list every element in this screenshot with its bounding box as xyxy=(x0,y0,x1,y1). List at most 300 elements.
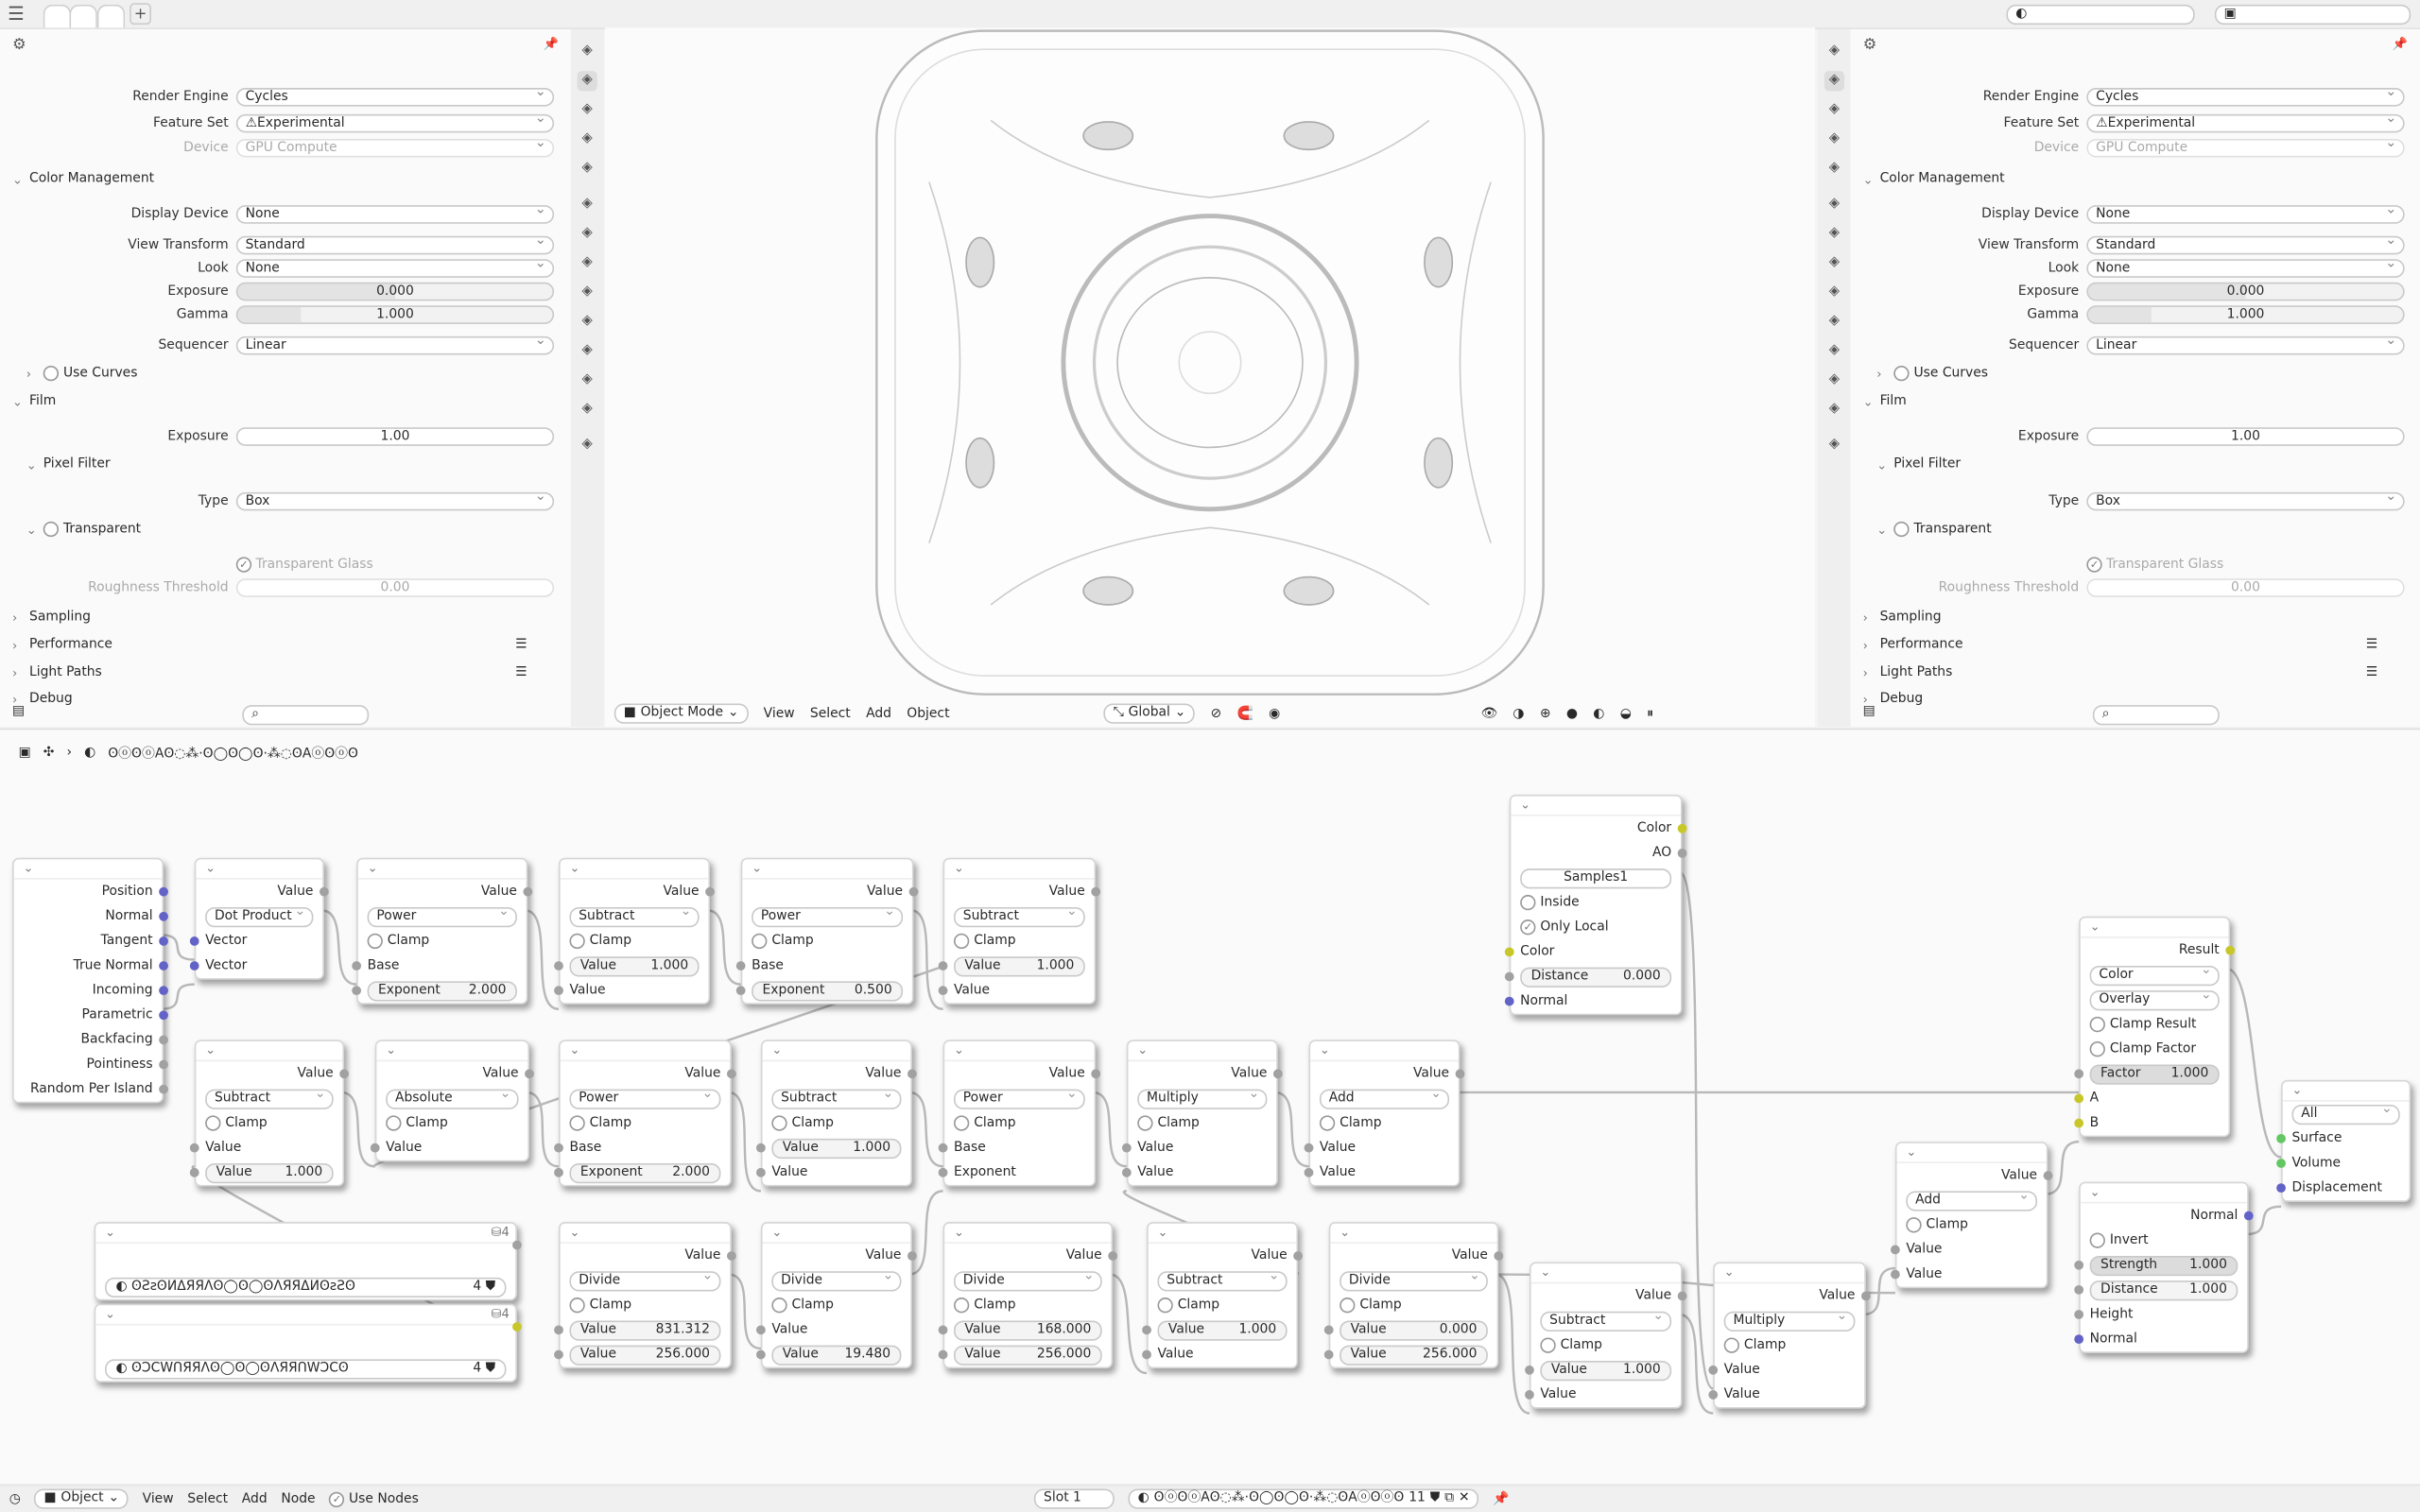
workspace-tab[interactable] xyxy=(43,5,71,27)
tab-material-icon[interactable]: ◈ xyxy=(1828,401,1841,417)
duplicate-icon[interactable]: ⧉ xyxy=(1444,1490,1455,1506)
section-transparent[interactable] xyxy=(1876,522,1991,537)
node[interactable] xyxy=(1895,1142,2048,1288)
input-socket[interactable] xyxy=(2276,1159,2286,1168)
tab-physics-icon[interactable]: ◈ xyxy=(581,313,593,329)
node-header[interactable] xyxy=(1715,1263,1864,1283)
properties-type-icon[interactable]: ⚙ xyxy=(12,37,26,55)
node-header[interactable] xyxy=(2081,918,2229,937)
exposure-field[interactable] xyxy=(236,426,554,445)
node-header[interactable] xyxy=(1531,1263,1681,1283)
only-local-checkbox[interactable] xyxy=(1520,919,1608,935)
output-socket[interactable] xyxy=(1091,887,1100,897)
menu-node[interactable]: Node xyxy=(281,1490,316,1507)
unlink-icon[interactable]: ✕ xyxy=(1458,1490,1470,1506)
look-dropdown[interactable] xyxy=(2086,258,2404,277)
type-dropdown[interactable] xyxy=(236,491,554,510)
output-socket[interactable] xyxy=(159,1060,168,1070)
subtract-dropdown[interactable]: Subtract ⌄ xyxy=(205,1089,334,1108)
shading-wireframe-icon[interactable]: ⊕ xyxy=(1539,705,1551,722)
chevron-down-icon[interactable]: ⌄ xyxy=(569,861,580,875)
input-socket[interactable] xyxy=(2074,1119,2083,1128)
section-sampling[interactable] xyxy=(1863,610,1942,625)
add-workspace-button[interactable]: + xyxy=(130,3,151,25)
distance-field[interactable] xyxy=(2090,1280,2238,1299)
section-performance[interactable] xyxy=(1863,637,1963,652)
invert-checkbox[interactable] xyxy=(2090,1232,2149,1247)
node-header[interactable] xyxy=(561,859,709,879)
output-socket[interactable] xyxy=(2244,1211,2254,1221)
section-use-curves[interactable] xyxy=(26,366,138,381)
tab-particles-icon[interactable]: ◈ xyxy=(581,284,593,300)
tab-tool-icon[interactable]: ◈ xyxy=(581,43,593,60)
shading-rendered-icon[interactable]: ◒ xyxy=(1619,705,1632,722)
input-socket[interactable] xyxy=(554,986,563,995)
pin-icon[interactable]: 📌 xyxy=(543,37,560,51)
chevron-down-icon[interactable]: ⌄ xyxy=(569,1225,580,1240)
tab-scene-icon[interactable]: ◈ xyxy=(1828,160,1841,177)
node[interactable] xyxy=(1530,1263,1683,1409)
chevron-down-icon[interactable]: ⌄ xyxy=(205,1042,216,1057)
chevron-down-icon[interactable]: ⌄ xyxy=(1137,1042,1149,1057)
power-dropdown[interactable]: Power ⌄ xyxy=(954,1089,1085,1108)
node[interactable] xyxy=(1510,795,1683,1015)
output-socket[interactable] xyxy=(159,1085,168,1094)
node-header[interactable] xyxy=(944,1041,1094,1061)
input-socket[interactable] xyxy=(190,1143,199,1153)
list-icon[interactable]: ☰ xyxy=(2365,664,2378,680)
chevron-down-icon[interactable]: ⌄ xyxy=(105,1225,115,1240)
input-socket[interactable] xyxy=(939,986,948,995)
input-socket[interactable] xyxy=(1505,997,1514,1006)
gamma-field[interactable] xyxy=(2086,304,2404,323)
tab-output-icon[interactable]: ◈ xyxy=(581,101,593,118)
value-field[interactable] xyxy=(569,955,699,975)
input-socket[interactable] xyxy=(2074,1334,2083,1344)
subtract-dropdown[interactable]: Subtract ⌄ xyxy=(569,906,699,926)
input-socket[interactable] xyxy=(190,961,199,971)
clamp-checkbox[interactable] xyxy=(1724,1338,1787,1353)
exponent-field[interactable] xyxy=(368,981,517,1001)
fake-user-shield-icon[interactable]: ⛊ xyxy=(1429,1490,1441,1506)
tab-modifier-icon[interactable]: ◈ xyxy=(581,254,593,270)
input-socket[interactable] xyxy=(939,1168,948,1177)
node-header[interactable] xyxy=(2081,1183,2247,1203)
chevron-down-icon[interactable]: ⌄ xyxy=(23,861,34,875)
render-engine-dropdown[interactable] xyxy=(2086,87,2404,106)
input-socket[interactable] xyxy=(756,1168,766,1177)
factor-field[interactable] xyxy=(2090,1064,2220,1084)
node-header[interactable] xyxy=(2283,1081,2410,1101)
node-header[interactable] xyxy=(1310,1041,1459,1061)
node-header[interactable] xyxy=(376,1041,527,1061)
node[interactable] xyxy=(375,1040,529,1161)
value-field[interactable] xyxy=(1340,1320,1488,1340)
sequencer-dropdown[interactable] xyxy=(2086,335,2404,354)
clamp-checkbox[interactable] xyxy=(752,934,814,949)
list-icon[interactable]: ☰ xyxy=(2365,637,2378,653)
node-header[interactable] xyxy=(1330,1224,1496,1244)
samples-field[interactable] xyxy=(1520,868,1671,887)
all-dropdown[interactable]: All ⌄ xyxy=(2291,1104,2399,1124)
node[interactable] xyxy=(2079,917,2230,1137)
display-device-dropdown[interactable] xyxy=(236,204,554,223)
output-socket[interactable] xyxy=(512,1322,522,1332)
pause-icon[interactable]: ⏸ xyxy=(1647,705,1654,722)
shield-icon[interactable]: ⛊ xyxy=(485,1278,496,1294)
shield-icon[interactable]: ⛊ xyxy=(485,1360,496,1376)
input-socket[interactable] xyxy=(352,986,361,995)
value-field[interactable] xyxy=(771,1138,901,1158)
editor-type-icon[interactable]: ▤ xyxy=(12,703,26,719)
input-socket[interactable] xyxy=(756,1325,766,1334)
output-socket[interactable] xyxy=(159,1036,168,1045)
node[interactable] xyxy=(761,1222,912,1368)
view-layer-selector[interactable]: ▣ xyxy=(2215,5,2411,25)
node-header[interactable] xyxy=(358,859,527,879)
node[interactable] xyxy=(356,858,527,1005)
node[interactable] xyxy=(1127,1040,1278,1186)
pin-icon[interactable]: 📌 xyxy=(2392,37,2408,51)
input-socket[interactable] xyxy=(1122,1143,1132,1153)
editor-type-icon[interactable]: ◷ xyxy=(9,1490,21,1507)
multiply-dropdown[interactable]: Multiply ⌄ xyxy=(1137,1089,1267,1108)
node[interactable] xyxy=(1713,1263,1866,1409)
chevron-down-icon[interactable]: ⌄ xyxy=(1906,1144,1917,1160)
shading-material-icon[interactable]: ◐ xyxy=(1593,705,1605,722)
use-curves-checkbox[interactable] xyxy=(43,366,59,381)
chevron-down-icon[interactable]: ⌄ xyxy=(1520,798,1531,812)
input-socket[interactable] xyxy=(756,1350,766,1360)
node[interactable] xyxy=(943,1040,1097,1186)
value-field[interactable] xyxy=(1157,1320,1287,1340)
node-header[interactable] xyxy=(14,859,163,879)
node[interactable] xyxy=(2281,1080,2411,1202)
value-field[interactable] xyxy=(569,1320,720,1340)
node[interactable] xyxy=(1147,1222,1298,1368)
input-socket[interactable] xyxy=(2074,1285,2083,1295)
output-socket[interactable] xyxy=(1678,849,1687,858)
workspace-tab[interactable] xyxy=(97,5,125,27)
input-socket[interactable] xyxy=(1142,1325,1151,1334)
clamp-checkbox[interactable] xyxy=(1540,1338,1602,1353)
clamp-checkbox[interactable] xyxy=(368,934,430,949)
section-performance[interactable] xyxy=(12,637,112,652)
view-transform-dropdown[interactable] xyxy=(236,235,554,254)
list-icon[interactable]: ☰ xyxy=(515,664,527,680)
tab-constraints-icon[interactable]: ◈ xyxy=(581,342,593,358)
input-socket[interactable] xyxy=(939,1143,948,1153)
tab-view-layer-icon[interactable]: ◈ xyxy=(581,130,593,147)
search-input[interactable] xyxy=(2093,705,2220,725)
value-field[interactable] xyxy=(954,955,1085,975)
chevron-down-icon[interactable]: ⌄ xyxy=(569,1042,580,1057)
output-socket[interactable] xyxy=(1108,1251,1117,1261)
output-socket[interactable] xyxy=(512,1241,522,1250)
input-socket[interactable] xyxy=(554,961,563,971)
strength-field[interactable] xyxy=(2090,1255,2238,1275)
output-socket[interactable] xyxy=(523,887,532,897)
material-selector[interactable] xyxy=(1129,1489,1479,1509)
menu-view[interactable]: View xyxy=(142,1490,174,1507)
input-socket[interactable] xyxy=(352,961,361,971)
divide-dropdown[interactable]: Divide ⌄ xyxy=(1340,1270,1488,1290)
clamp-checkbox[interactable] xyxy=(1320,1115,1382,1130)
image-selector[interactable] xyxy=(95,1356,515,1381)
menu-object[interactable]: Object xyxy=(907,705,950,722)
output-socket[interactable] xyxy=(2044,1171,2053,1180)
node[interactable] xyxy=(195,858,324,980)
chevron-down-icon[interactable]: ⌄ xyxy=(771,1225,783,1240)
add-dropdown[interactable]: Add ⌄ xyxy=(1906,1191,2037,1211)
node[interactable] xyxy=(12,858,164,1104)
input-socket[interactable] xyxy=(1324,1325,1334,1334)
menu-add[interactable]: Add xyxy=(866,705,891,722)
menu-add[interactable]: Add xyxy=(241,1490,268,1507)
node[interactable] xyxy=(1329,1222,1499,1368)
power-dropdown[interactable]: Power ⌄ xyxy=(752,906,903,926)
input-socket[interactable] xyxy=(939,1325,948,1334)
input-socket[interactable] xyxy=(939,1350,948,1360)
clamp-result-checkbox[interactable] xyxy=(2090,1017,2197,1032)
clamp-checkbox[interactable] xyxy=(954,1297,1016,1313)
proportional-icon[interactable]: ◉ xyxy=(1269,705,1281,722)
input-socket[interactable] xyxy=(2074,1261,2083,1270)
output-socket[interactable] xyxy=(1091,1069,1100,1078)
value-field[interactable] xyxy=(954,1345,1102,1365)
chevron-down-icon[interactable]: ⌄ xyxy=(771,1042,783,1057)
chevron-down-icon[interactable]: ⌄ xyxy=(953,1225,964,1240)
section-film[interactable] xyxy=(12,393,56,408)
snap-icon[interactable]: 🧲 xyxy=(1236,705,1253,722)
node[interactable] xyxy=(741,858,914,1005)
section-transparent[interactable] xyxy=(26,522,141,537)
workspace-tab[interactable] xyxy=(69,5,96,27)
distance-field[interactable] xyxy=(1520,967,1671,987)
chevron-down-icon[interactable]: ⌄ xyxy=(1319,1042,1330,1057)
input-socket[interactable] xyxy=(1891,1270,1900,1280)
subtract-dropdown[interactable]: Subtract ⌄ xyxy=(771,1089,901,1108)
tab-scene-icon[interactable]: ◈ xyxy=(581,160,593,177)
section-pixel-filter[interactable] xyxy=(1876,456,1961,472)
image-datablock[interactable] xyxy=(105,1359,506,1379)
node-header[interactable] xyxy=(561,1224,731,1244)
output-socket[interactable] xyxy=(1456,1069,1465,1078)
shading-solid-icon[interactable]: ● xyxy=(1565,705,1578,722)
clamp-checkbox[interactable] xyxy=(569,1297,631,1313)
input-socket[interactable] xyxy=(1708,1366,1718,1375)
power-dropdown[interactable]: Power ⌄ xyxy=(368,906,517,926)
pin-icon[interactable]: ✣ xyxy=(43,745,55,761)
feature-set-dropdown[interactable] xyxy=(2086,113,2404,132)
output-socket[interactable] xyxy=(159,912,168,921)
scene-selector[interactable]: ◐ xyxy=(2006,5,2194,25)
menu-select[interactable]: Select xyxy=(809,705,851,722)
node[interactable] xyxy=(95,1222,517,1300)
input-socket[interactable] xyxy=(554,1325,563,1334)
input-socket[interactable] xyxy=(1324,1350,1334,1360)
subtract-dropdown[interactable]: Subtract ⌄ xyxy=(1540,1311,1671,1331)
section-color-management[interactable] xyxy=(12,171,154,186)
exponent-field[interactable] xyxy=(569,1162,720,1182)
input-socket[interactable] xyxy=(2074,1069,2083,1078)
chevron-down-icon[interactable]: ⌄ xyxy=(2089,919,2100,934)
node[interactable] xyxy=(559,1222,732,1368)
value-field[interactable] xyxy=(1540,1360,1671,1380)
section-use-curves[interactable] xyxy=(1876,366,1988,381)
display-device-dropdown[interactable] xyxy=(2086,204,2404,223)
node-header[interactable] xyxy=(944,1224,1111,1244)
node[interactable] xyxy=(2079,1182,2249,1353)
editor-type-icon[interactable]: ▤ xyxy=(1862,703,1876,719)
use-curves-checkbox[interactable] xyxy=(1893,366,1909,381)
chevron-down-icon[interactable]: ⌄ xyxy=(105,1306,115,1321)
value-field[interactable] xyxy=(569,1345,720,1365)
chevron-down-icon[interactable]: ⌄ xyxy=(386,1042,397,1057)
tab-object-icon[interactable]: ◈ xyxy=(1828,225,1841,241)
node-header[interactable] xyxy=(95,1305,515,1325)
look-dropdown[interactable] xyxy=(236,258,554,277)
output-socket[interactable] xyxy=(159,961,168,971)
mode-dropdown[interactable]: ■ Object Mode ⌄ xyxy=(614,703,749,723)
input-socket[interactable] xyxy=(1891,1246,1900,1255)
node-header[interactable] xyxy=(1128,1041,1276,1061)
list-icon[interactable]: ☰ xyxy=(515,637,527,653)
node-header[interactable] xyxy=(1511,796,1681,816)
tab-data-icon[interactable]: ◈ xyxy=(1828,371,1841,387)
clamp-checkbox[interactable] xyxy=(569,934,631,949)
chevron-down-icon[interactable]: ⌄ xyxy=(953,861,964,875)
chevron-down-icon[interactable]: ⌄ xyxy=(1340,1225,1351,1240)
chevron-down-icon[interactable]: ⌄ xyxy=(953,1042,964,1057)
clamp-checkbox[interactable] xyxy=(205,1115,268,1130)
menu-select[interactable]: Select xyxy=(187,1490,229,1507)
input-socket[interactable] xyxy=(2074,1094,2083,1104)
output-socket[interactable] xyxy=(1494,1251,1503,1261)
output-socket[interactable] xyxy=(727,1251,736,1261)
input-socket[interactable] xyxy=(1505,947,1514,956)
chevron-down-icon[interactable]: ⌄ xyxy=(1157,1225,1168,1240)
value-field[interactable] xyxy=(771,1345,901,1365)
input-socket[interactable] xyxy=(1142,1350,1151,1360)
hamburger-icon[interactable]: ☰ xyxy=(8,3,25,26)
tab-data-icon[interactable]: ◈ xyxy=(581,371,593,387)
tab-render-icon[interactable]: ◈ xyxy=(1824,71,1844,91)
clamp-checkbox[interactable] xyxy=(569,1115,631,1130)
clamp-checkbox[interactable] xyxy=(771,1115,834,1130)
chevron-down-icon[interactable]: ⌄ xyxy=(2089,1184,2100,1199)
divide-dropdown[interactable]: Divide ⌄ xyxy=(771,1270,901,1290)
node-header[interactable] xyxy=(1897,1143,2047,1163)
image-selector[interactable] xyxy=(95,1275,515,1299)
value-field[interactable] xyxy=(954,1320,1102,1340)
dot-product-dropdown[interactable]: Dot Product ⌄ xyxy=(205,906,313,926)
divide-dropdown[interactable]: Divide ⌄ xyxy=(569,1270,720,1290)
input-socket[interactable] xyxy=(756,1143,766,1153)
input-socket[interactable] xyxy=(2276,1183,2286,1193)
output-socket[interactable] xyxy=(159,887,168,897)
transparent-checkbox[interactable] xyxy=(43,522,59,537)
input-socket[interactable] xyxy=(1122,1168,1132,1177)
section-film[interactable] xyxy=(1863,393,1907,408)
chevron-down-icon[interactable]: ⌄ xyxy=(752,861,763,875)
tab-constraints-icon[interactable]: ◈ xyxy=(1828,342,1841,358)
power-dropdown[interactable]: Power ⌄ xyxy=(569,1089,720,1108)
input-socket[interactable] xyxy=(1525,1366,1534,1375)
output-socket[interactable] xyxy=(727,1069,736,1078)
node-header[interactable] xyxy=(561,1041,731,1061)
clamp-checkbox[interactable] xyxy=(1137,1115,1200,1130)
output-socket[interactable] xyxy=(159,1010,168,1020)
search-input[interactable] xyxy=(242,705,369,725)
absolute-dropdown[interactable]: Absolute ⌄ xyxy=(386,1089,518,1108)
input-socket[interactable] xyxy=(190,936,199,946)
clamp-checkbox[interactable] xyxy=(1906,1217,1968,1232)
output-socket[interactable] xyxy=(525,1069,534,1078)
output-socket[interactable] xyxy=(1678,824,1687,833)
transparent-checkbox[interactable] xyxy=(1893,522,1909,537)
section-light-paths[interactable] xyxy=(1863,665,1953,680)
node-header[interactable] xyxy=(742,859,912,879)
clamp-checkbox[interactable] xyxy=(1340,1297,1402,1313)
input-socket[interactable] xyxy=(1525,1390,1534,1400)
output-socket[interactable] xyxy=(2225,946,2235,955)
pivot-icon[interactable]: ⊘ xyxy=(1210,705,1222,722)
type-dropdown[interactable] xyxy=(2086,491,2404,510)
exposure-field[interactable] xyxy=(236,282,554,301)
output-socket[interactable] xyxy=(159,936,168,946)
section-light-paths[interactable] xyxy=(12,665,102,680)
exposure-field[interactable] xyxy=(2086,282,2404,301)
tab-texture-icon[interactable]: ◈ xyxy=(581,437,593,453)
tab-render-icon[interactable]: ◈ xyxy=(578,71,597,91)
input-socket[interactable] xyxy=(554,1350,563,1360)
input-socket[interactable] xyxy=(939,961,948,971)
use-nodes-checkbox[interactable]: ✓ Use Nodes xyxy=(329,1491,419,1506)
node[interactable] xyxy=(195,1040,344,1186)
output-socket[interactable] xyxy=(339,1069,349,1078)
input-socket[interactable] xyxy=(1305,1168,1314,1177)
output-socket[interactable] xyxy=(1293,1251,1303,1261)
properties-type-icon[interactable]: ⚙ xyxy=(1862,37,1877,55)
input-socket[interactable] xyxy=(1708,1390,1718,1400)
node[interactable] xyxy=(1308,1040,1460,1186)
input-socket[interactable] xyxy=(2074,1310,2083,1319)
clamp-factor-checkbox[interactable] xyxy=(2090,1041,2196,1057)
node-header[interactable] xyxy=(763,1224,911,1244)
input-socket[interactable] xyxy=(371,1143,380,1153)
node[interactable] xyxy=(943,858,1097,1005)
divide-dropdown[interactable]: Divide ⌄ xyxy=(954,1270,1102,1290)
frame-icon[interactable]: ▣ xyxy=(18,745,31,761)
exponent-field[interactable] xyxy=(752,981,903,1001)
output-socket[interactable] xyxy=(908,1069,917,1078)
feature-set-dropdown[interactable] xyxy=(236,113,554,132)
subtract-dropdown[interactable]: Subtract ⌄ xyxy=(1157,1270,1287,1290)
tab-view-layer-icon[interactable]: ◈ xyxy=(1828,130,1841,147)
node[interactable] xyxy=(95,1304,517,1383)
output-socket[interactable] xyxy=(1861,1292,1871,1301)
exposure-field[interactable] xyxy=(2086,426,2404,445)
clamp-checkbox[interactable] xyxy=(386,1115,448,1130)
node-header[interactable] xyxy=(196,1041,342,1061)
input-socket[interactable] xyxy=(736,986,746,995)
value-field[interactable] xyxy=(205,1162,334,1182)
node[interactable] xyxy=(559,1040,732,1186)
chevron-down-icon[interactable]: ⌄ xyxy=(1723,1264,1735,1280)
section-sampling[interactable] xyxy=(12,610,91,625)
node-header[interactable] xyxy=(944,859,1094,879)
